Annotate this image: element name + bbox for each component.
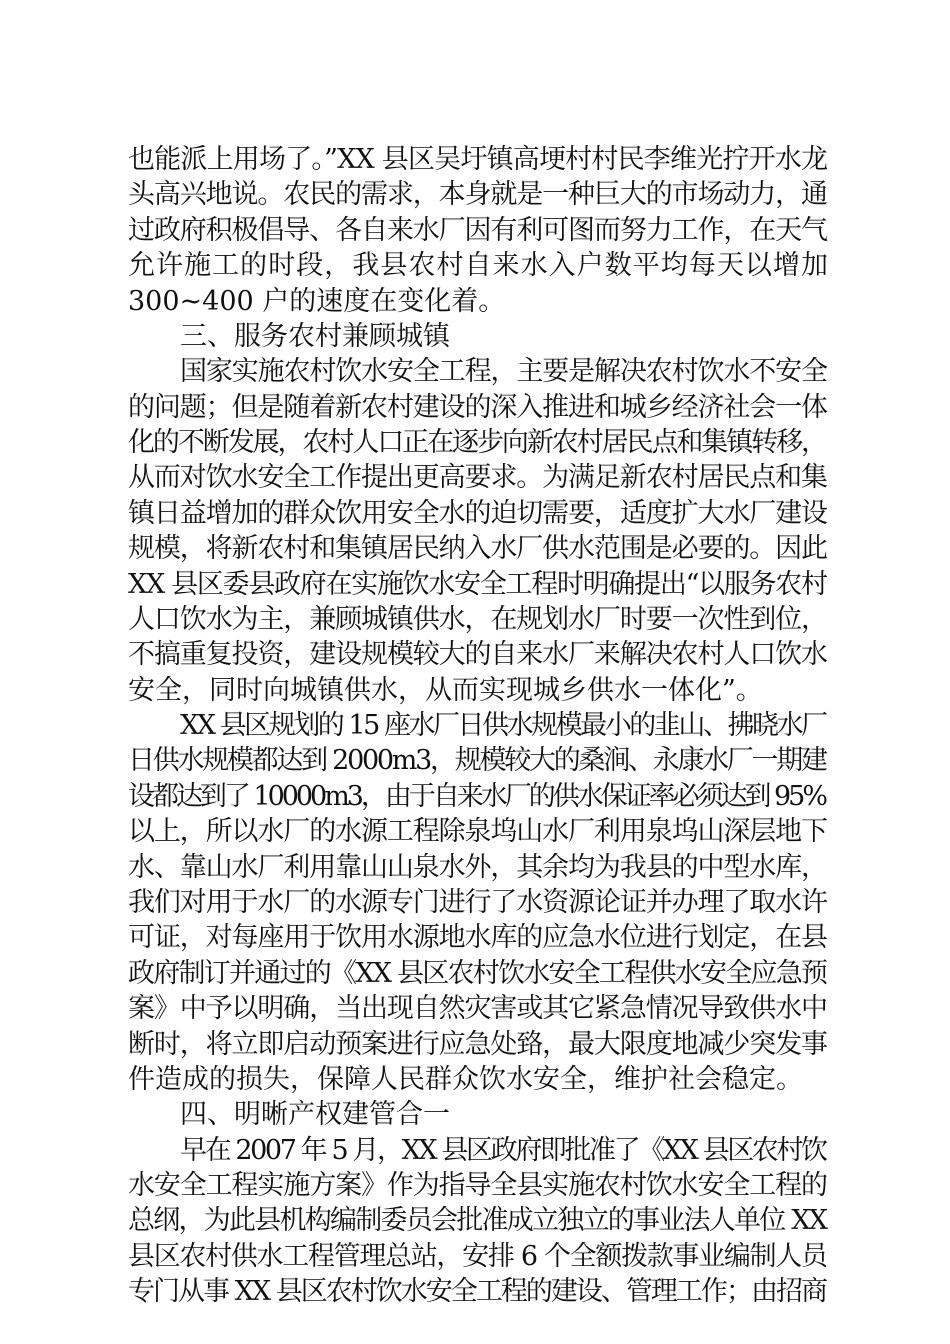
section-heading: 四、明晰产权建管合一 xyxy=(180,1099,450,1130)
text-line: 规模，将新农村和集镇居民纳入水厂供水范围是必要的。因此 xyxy=(128,533,827,564)
text-line: 设都达到了 10000m3，由于自来水厂的供水保证率必须达到 95% xyxy=(128,781,825,812)
text-line: 水、靠山水厂利用靠山山泉水外，其余均为我县的中型水库， xyxy=(128,852,827,883)
text-line: 早在 2007 年 5 月，XX 县区政府即批准了《XX 县区农村饮 xyxy=(180,1135,826,1166)
text-line: 县区农村供水工程管理总站，安排 6 个全额拨款事业编制人员 xyxy=(128,1241,827,1272)
text-line: 日供水规模都达到 2000m3，规模较大的桑涧、永康水厂一期建 xyxy=(128,745,826,776)
text-line: 件造成的损失，保障人民群众饮水安全，维护社会稳定。 xyxy=(128,1064,803,1095)
text-line: 可证，对每座用于饮用水源地水库的应急水位进行划定，在县 xyxy=(128,922,827,953)
text-line: 允许施工的时段，我县农村自来水入户数平均每天以增加 xyxy=(128,250,830,281)
text-line: 化的不断发展，农村人口正在逐步向新农村居民点和集镇转移， xyxy=(128,427,826,458)
text-line: 安全，同时向城镇供水，从而实现城乡供水一体化”。 xyxy=(128,675,763,706)
text-line: 人口饮水为主，兼顾城镇供水，在规划水厂时要一次性到位， xyxy=(128,604,827,635)
text-line: 过政府积极倡导、各自来水厂因有利可图而努力工作，在天气 xyxy=(128,215,827,246)
text-line: 政府制订并通过的《XX 县区农村饮水安全工程供水安全应急预 xyxy=(128,958,827,989)
text-line: 300~400 户的速度在变化着。 xyxy=(128,286,506,317)
section-heading: 三、服务农村兼顾城镇 xyxy=(180,321,450,352)
text-line: 水安全工程实施方案》作为指导全县实施农村饮水安全工程的 xyxy=(128,1170,827,1201)
text-line: 我们对用于水厂的水源专门进行了水资源论证并办理了取水许 xyxy=(128,887,827,918)
text-line: 国家实施农村饮水安全工程，主要是解决农村饮水不安全 xyxy=(180,356,827,387)
text-line: XX 县区规划的 15 座水厂日供水规模最小的韭山、拂晓水厂 xyxy=(180,710,826,741)
text-line: 断时，将立即启动预案进行应急处臵，最大限度地减少突发事 xyxy=(128,1029,827,1060)
text-line: XX 县区委县政府在实施饮水安全工程时明确提出“以服务农村 xyxy=(128,569,827,600)
text-line: 头高兴地说。农民的需求，本身就是一种巨大的市场动力，通 xyxy=(128,179,827,210)
text-line: 以上，所以水厂的水源工程除泉坞山水厂利用泉坞山深层地下 xyxy=(128,816,827,847)
text-line: 总纲，为此县机构编制委员会批准成立独立的事业法人单位 XX xyxy=(128,1205,827,1236)
text-line: 案》中予以明确，当出现自然灾害或其它紧急情况导致供水中 xyxy=(128,993,827,1024)
text-line: 也能派上用场了。”XX 县区吴圩镇高埂村村民李维光拧开水龙 xyxy=(128,144,828,175)
text-line: 不搞重复投资，建设规模较大的自来水厂来解决农村人口饮水 xyxy=(128,639,827,670)
text-line: 的问题；但是随着新农村建设的深入推进和城乡经济社会一体 xyxy=(128,392,827,423)
text-line: 专门从事 XX 县区农村饮水安全工程的建设、管理工作；由招商 xyxy=(128,1276,826,1307)
text-line: 从而对饮水安全工作提出更高要求。为满足新农村居民点和集 xyxy=(128,462,827,493)
text-line: 镇日益增加的群众饮用安全水的迫切需要，适度扩大水厂建设 xyxy=(128,498,827,529)
